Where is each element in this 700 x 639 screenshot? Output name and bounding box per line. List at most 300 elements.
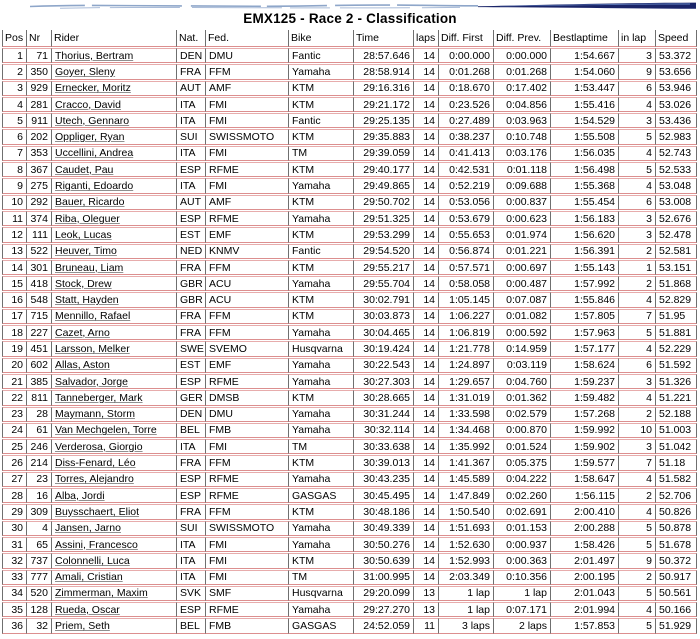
- cell-fed: FFM: [206, 455, 289, 470]
- cell-laps: 14: [414, 407, 439, 422]
- cell-speed: 51.18: [656, 455, 697, 470]
- cell-in_lap: 3: [619, 374, 656, 389]
- cell-pos: 2: [2, 64, 27, 79]
- cell-fed: FFM: [206, 260, 289, 275]
- rider-link[interactable]: Zimmerman, Maxim: [55, 587, 148, 600]
- cell-laps: 14: [414, 48, 439, 63]
- cell-time: 30:22.543: [354, 358, 414, 373]
- cell-laps: 14: [414, 423, 439, 438]
- rider-link[interactable]: Oppliger, Ryan: [55, 131, 125, 144]
- cell-in_lap: 4: [619, 472, 656, 487]
- cell-pos: 31: [2, 537, 27, 552]
- cell-diff_first: 1:47.849: [439, 488, 494, 503]
- rider-link[interactable]: Alba, Jordi: [55, 489, 105, 502]
- cell-bestlaptime: 1:55.143: [551, 260, 619, 275]
- cell-nr: 214: [27, 455, 52, 470]
- cell-in_lap: 2: [619, 244, 656, 259]
- rider-link[interactable]: Heuver, Timo: [55, 245, 117, 258]
- cell-diff_first: 1:51.693: [439, 521, 494, 536]
- cell-speed: 50.878: [656, 521, 697, 536]
- table-row: [2, 81, 697, 96]
- table-row: [2, 276, 697, 291]
- cell-time: 29:55.704: [354, 276, 414, 291]
- cell-diff_prev: 0:00.487: [494, 276, 551, 291]
- rider-link[interactable]: Priem, Seth: [55, 620, 110, 633]
- rider-link[interactable]: Riba, Oleguer: [55, 212, 120, 225]
- cell-laps: 14: [414, 553, 439, 568]
- cell-speed: 51.221: [656, 390, 697, 405]
- cell-bestlaptime: 1:55.368: [551, 178, 619, 193]
- cell-diff_first: 1:24.897: [439, 358, 494, 373]
- cell-nat: ESP: [177, 374, 206, 389]
- table-row: [2, 570, 697, 585]
- cell-bestlaptime: 1:57.963: [551, 325, 619, 340]
- cell-time: 29:21.172: [354, 97, 414, 112]
- cell-nat: ITA: [177, 570, 206, 585]
- rider-link[interactable]: Larsson, Melker: [55, 342, 130, 355]
- cell-pos: 10: [2, 195, 27, 210]
- column-header-bestlaptime: Bestlaptime: [551, 30, 619, 47]
- cell-time: 30:50.276: [354, 537, 414, 552]
- cell-speed: 50.917: [656, 570, 697, 585]
- cell-in_lap: 5: [619, 129, 656, 144]
- cell-bestlaptime: 1:57.992: [551, 276, 619, 291]
- rider-link[interactable]: Buysschaert, Eliot: [55, 505, 140, 518]
- cell-bike: Husqvarna: [289, 586, 354, 601]
- table-row: [2, 439, 697, 454]
- cell-rider: [52, 178, 177, 193]
- cell-nat: FRA: [177, 64, 206, 79]
- cell-diff_first: 1:45.589: [439, 472, 494, 487]
- cell-fed: RFME: [206, 162, 289, 177]
- cell-in_lap: 3: [619, 113, 656, 128]
- cell-in_lap: 3: [619, 211, 656, 226]
- cell-bike: Yamaha: [289, 374, 354, 389]
- rider-link[interactable]: Rueda, Oscar: [55, 603, 120, 616]
- cell-rider: [52, 423, 177, 438]
- cell-bike: Yamaha: [289, 602, 354, 617]
- cell-time: 30:48.186: [354, 504, 414, 519]
- cell-diff_prev: 0:09.688: [494, 178, 551, 193]
- cell-speed: 50.561: [656, 586, 697, 601]
- cell-rider: [52, 146, 177, 161]
- cell-bike: GASGAS: [289, 488, 354, 503]
- table-row: [2, 472, 697, 487]
- cell-laps: 14: [414, 162, 439, 177]
- cell-pos: 13: [2, 244, 27, 259]
- cell-laps: 14: [414, 472, 439, 487]
- cell-diff_prev: 0:00.937: [494, 537, 551, 552]
- cell-fed: FFM: [206, 325, 289, 340]
- cell-bike: KTM: [289, 292, 354, 307]
- cell-diff_first: 1:52.630: [439, 537, 494, 552]
- cell-nat: EST: [177, 227, 206, 242]
- cell-in_lap: 6: [619, 81, 656, 96]
- table-row: [2, 602, 697, 617]
- cell-speed: 52.229: [656, 341, 697, 356]
- cell-bestlaptime: 1:58.624: [551, 358, 619, 373]
- cell-nr: 350: [27, 64, 52, 79]
- cell-in_lap: 4: [619, 292, 656, 307]
- cell-bike: KTM: [289, 129, 354, 144]
- cell-diff_prev: 0:00.870: [494, 423, 551, 438]
- cell-speed: 51.881: [656, 325, 697, 340]
- column-header-speed: Speed: [656, 30, 697, 47]
- cell-bestlaptime: 1:59.482: [551, 390, 619, 405]
- table-row: [2, 146, 697, 161]
- rider-link[interactable]: Riganti, Edoardo: [55, 180, 134, 193]
- cell-laps: 14: [414, 358, 439, 373]
- classification-table: [2, 29, 697, 635]
- rider-link[interactable]: Amali, Cristian: [55, 571, 123, 584]
- cell-laps: 14: [414, 64, 439, 79]
- table-row: [2, 309, 697, 324]
- cell-bestlaptime: 2:00.288: [551, 521, 619, 536]
- column-header-fed: Fed.: [206, 30, 289, 47]
- cell-nr: 374: [27, 211, 52, 226]
- cell-time: 29:55.217: [354, 260, 414, 275]
- cell-rider: [52, 64, 177, 79]
- cell-diff_prev: 1 lap: [494, 586, 551, 601]
- cell-fed: SVEMO: [206, 341, 289, 356]
- cell-time: 29:20.099: [354, 586, 414, 601]
- cell-in_lap: 2: [619, 276, 656, 291]
- cell-nat: DEN: [177, 48, 206, 63]
- cell-laps: 14: [414, 325, 439, 340]
- cell-in_lap: 9: [619, 553, 656, 568]
- cell-bestlaptime: 1:55.846: [551, 292, 619, 307]
- cell-laps: 14: [414, 146, 439, 161]
- cell-nr: 929: [27, 81, 52, 96]
- cell-time: 29:16.316: [354, 81, 414, 96]
- cell-bestlaptime: 1:59.237: [551, 374, 619, 389]
- cell-diff_first: 1:06.227: [439, 309, 494, 324]
- cell-bike: Yamaha: [289, 178, 354, 193]
- cell-fed: FMI: [206, 97, 289, 112]
- cell-speed: 53.026: [656, 97, 697, 112]
- cell-nr: 548: [27, 292, 52, 307]
- cell-speed: 51.678: [656, 537, 697, 552]
- cell-bike: Yamaha: [289, 423, 354, 438]
- column-header-time: Time: [354, 30, 414, 47]
- cell-fed: EMF: [206, 227, 289, 242]
- rider-link[interactable]: Jansen, Jarno: [55, 522, 121, 535]
- cell-rider: [52, 48, 177, 63]
- cell-in_lap: 2: [619, 488, 656, 503]
- cell-bestlaptime: 1:56.035: [551, 146, 619, 161]
- cell-nr: 32: [27, 618, 52, 633]
- cell-time: 30:27.303: [354, 374, 414, 389]
- cell-bike: Yamaha: [289, 521, 354, 536]
- cell-diff_prev: 0:00.837: [494, 195, 551, 210]
- column-header-in_lap: in lap: [619, 30, 656, 47]
- cell-pos: 33: [2, 570, 27, 585]
- cell-pos: 12: [2, 227, 27, 242]
- rider-link[interactable]: Bruneau, Liam: [55, 261, 124, 274]
- cell-nr: 911: [27, 113, 52, 128]
- cell-nr: 4: [27, 521, 52, 536]
- cell-pos: 27: [2, 472, 27, 487]
- cell-nat: GER: [177, 390, 206, 405]
- cell-pos: 5: [2, 113, 27, 128]
- cell-bestlaptime: 2:00.195: [551, 570, 619, 585]
- cell-rider: [52, 553, 177, 568]
- cell-nr: 385: [27, 374, 52, 389]
- table-body: [2, 48, 697, 634]
- table-row: [2, 195, 697, 210]
- cell-in_lap: 3: [619, 439, 656, 454]
- cell-nr: 777: [27, 570, 52, 585]
- rider-link[interactable]: Goyer, Sleny: [55, 65, 116, 78]
- cell-laps: 14: [414, 570, 439, 585]
- cell-pos: 29: [2, 504, 27, 519]
- table-row: [2, 423, 697, 438]
- cell-laps: 14: [414, 129, 439, 144]
- cell-speed: 52.188: [656, 407, 697, 422]
- cell-bike: KTM: [289, 227, 354, 242]
- cell-bike: Yamaha: [289, 276, 354, 291]
- cell-laps: 14: [414, 537, 439, 552]
- table-row: [2, 211, 697, 226]
- cell-rider: [52, 81, 177, 96]
- cell-pos: 35: [2, 602, 27, 617]
- cell-time: 28:58.914: [354, 64, 414, 79]
- cell-pos: 26: [2, 455, 27, 470]
- cell-pos: 21: [2, 374, 27, 389]
- cell-speed: 52.676: [656, 211, 697, 226]
- cell-laps: 14: [414, 374, 439, 389]
- cell-nat: ITA: [177, 553, 206, 568]
- cell-rider: [52, 455, 177, 470]
- cell-diff_prev: 0:01.974: [494, 227, 551, 242]
- cell-laps: 14: [414, 488, 439, 503]
- table-row: [2, 162, 697, 177]
- cell-pos: 32: [2, 553, 27, 568]
- cell-nat: SUI: [177, 129, 206, 144]
- cell-pos: 16: [2, 292, 27, 307]
- cell-diff_first: 0:53.679: [439, 211, 494, 226]
- cell-pos: 3: [2, 81, 27, 96]
- cell-laps: 14: [414, 195, 439, 210]
- cell-time: 29:53.299: [354, 227, 414, 242]
- cell-bike: Yamaha: [289, 325, 354, 340]
- rider-link[interactable]: Utech, Gennaro: [55, 114, 130, 127]
- cell-rider: [52, 211, 177, 226]
- cell-speed: 51.042: [656, 439, 697, 454]
- column-header-nat: Nat.: [177, 30, 206, 47]
- rider-link[interactable]: Leok, Lucas: [55, 228, 112, 241]
- cell-nat: FRA: [177, 504, 206, 519]
- cell-time: 31:00.995: [354, 570, 414, 585]
- cell-bestlaptime: 1:57.268: [551, 407, 619, 422]
- cell-time: 28:57.646: [354, 48, 414, 63]
- cell-bestlaptime: 2:01.043: [551, 586, 619, 601]
- table-row: [2, 260, 697, 275]
- rider-link[interactable]: Colonnelli, Luca: [55, 554, 130, 567]
- rider-link[interactable]: Maymann, Storm: [55, 408, 135, 421]
- rider-link[interactable]: Allas, Aston: [55, 359, 110, 372]
- cell-speed: 50.826: [656, 504, 697, 519]
- cell-nat: FRA: [177, 309, 206, 324]
- cell-speed: 51.95: [656, 309, 697, 324]
- table-row: [2, 618, 697, 633]
- cell-bike: KTM: [289, 260, 354, 275]
- rider-link[interactable]: Stock, Drew: [55, 277, 112, 290]
- cell-time: 30:04.465: [354, 325, 414, 340]
- cell-nat: ITA: [177, 97, 206, 112]
- cell-nr: 367: [27, 162, 52, 177]
- cell-in_lap: 7: [619, 455, 656, 470]
- cell-nr: 292: [27, 195, 52, 210]
- rider-link[interactable]: Cracco, David: [55, 98, 121, 111]
- rider-link[interactable]: Bauer, Ricardo: [55, 196, 125, 209]
- cell-laps: 14: [414, 81, 439, 96]
- cell-rider: [52, 113, 177, 128]
- rider-link[interactable]: Uccellini, Andrea: [55, 147, 134, 160]
- cell-fed: RFME: [206, 472, 289, 487]
- cell-rider: [52, 276, 177, 291]
- cell-bike: TM: [289, 570, 354, 585]
- cell-diff_first: 0:42.531: [439, 162, 494, 177]
- cell-diff_first: 0:56.874: [439, 244, 494, 259]
- cell-diff_prev: 0:00.363: [494, 553, 551, 568]
- table-row: [2, 292, 697, 307]
- cell-nr: 227: [27, 325, 52, 340]
- cell-time: 30:39.013: [354, 455, 414, 470]
- cell-nat: ESP: [177, 211, 206, 226]
- cell-bestlaptime: 1:55.508: [551, 129, 619, 144]
- cell-speed: 53.372: [656, 48, 697, 63]
- cell-bike: Fantic: [289, 48, 354, 63]
- cell-nat: DEN: [177, 407, 206, 422]
- cell-laps: 14: [414, 439, 439, 454]
- cell-rider: [52, 195, 177, 210]
- cell-fed: FMI: [206, 439, 289, 454]
- cell-bestlaptime: 1:56.620: [551, 227, 619, 242]
- cell-bestlaptime: 1:56.115: [551, 488, 619, 503]
- rider-link[interactable]: Diss-Fenard, Léo: [55, 457, 136, 470]
- cell-fed: KNMV: [206, 244, 289, 259]
- cell-bike: KTM: [289, 390, 354, 405]
- cell-bestlaptime: 1:59.992: [551, 423, 619, 438]
- cell-in_lap: 2: [619, 407, 656, 422]
- cell-pos: 30: [2, 521, 27, 536]
- cell-time: 29:54.520: [354, 244, 414, 259]
- cell-nr: 602: [27, 358, 52, 373]
- cell-pos: 36: [2, 618, 27, 633]
- cell-nat: BEL: [177, 423, 206, 438]
- rider-link[interactable]: Torres, Alejandro: [55, 473, 134, 486]
- cell-pos: 24: [2, 423, 27, 438]
- rider-link[interactable]: Tanneberger, Mark: [55, 391, 143, 404]
- rider-link[interactable]: Verderosa, Giorgio: [55, 440, 143, 453]
- rider-link[interactable]: Cazet, Arno: [55, 326, 110, 339]
- cell-rider: [52, 162, 177, 177]
- column-header-diff_prev: Diff. Prev.: [494, 30, 551, 47]
- cell-nr: 522: [27, 244, 52, 259]
- rider-link[interactable]: Assini, Francesco: [55, 538, 138, 551]
- cell-in_lap: 5: [619, 325, 656, 340]
- table-row: [2, 586, 697, 601]
- cell-nr: 71: [27, 48, 52, 63]
- cell-diff_first: 1:21.778: [439, 341, 494, 356]
- cell-rider: [52, 618, 177, 633]
- cell-speed: 50.372: [656, 553, 697, 568]
- cell-nr: 275: [27, 178, 52, 193]
- cell-diff_prev: 0:04.760: [494, 374, 551, 389]
- cell-diff_prev: 0:00.592: [494, 325, 551, 340]
- cell-laps: 13: [414, 586, 439, 601]
- cell-in_lap: 6: [619, 358, 656, 373]
- cell-bike: KTM: [289, 455, 354, 470]
- cell-bestlaptime: 1:54.529: [551, 113, 619, 128]
- cell-rider: [52, 390, 177, 405]
- cell-nr: 16: [27, 488, 52, 503]
- cell-bestlaptime: 2:01.994: [551, 602, 619, 617]
- cell-rider: [52, 358, 177, 373]
- rider-link[interactable]: Caudet, Pau: [55, 163, 114, 176]
- rider-link[interactable]: Van Mechgelen, Torre: [55, 424, 157, 437]
- table-row: [2, 341, 697, 356]
- cell-bike: Yamaha: [289, 472, 354, 487]
- cell-diff_first: 1:31.019: [439, 390, 494, 405]
- cell-nat: ESP: [177, 162, 206, 177]
- cell-nat: FRA: [177, 455, 206, 470]
- cell-speed: 51.003: [656, 423, 697, 438]
- cell-nr: 202: [27, 129, 52, 144]
- cell-speed: 51.582: [656, 472, 697, 487]
- cell-fed: RFME: [206, 488, 289, 503]
- cell-bestlaptime: 1:56.183: [551, 211, 619, 226]
- cell-fed: AMF: [206, 81, 289, 96]
- cell-diff_prev: 0:02.691: [494, 504, 551, 519]
- cell-pos: 8: [2, 162, 27, 177]
- cell-diff_first: 0:57.571: [439, 260, 494, 275]
- cell-diff_prev: 0:03.119: [494, 358, 551, 373]
- cell-diff_prev: 0:02.260: [494, 488, 551, 503]
- cell-nat: FRA: [177, 260, 206, 275]
- cell-speed: 51.326: [656, 374, 697, 389]
- cell-rider: [52, 504, 177, 519]
- cell-diff_prev: 0:17.402: [494, 81, 551, 96]
- cell-speed: 51.592: [656, 358, 697, 373]
- cell-nat: ESP: [177, 602, 206, 617]
- cell-diff_prev: 0:07.087: [494, 292, 551, 307]
- cell-diff_first: 0:52.219: [439, 178, 494, 193]
- cell-rider: [52, 439, 177, 454]
- cell-rider: [52, 407, 177, 422]
- cell-bestlaptime: 1:56.498: [551, 162, 619, 177]
- cell-bestlaptime: 1:57.853: [551, 618, 619, 633]
- cell-bestlaptime: 1:58.647: [551, 472, 619, 487]
- cell-speed: 53.656: [656, 64, 697, 79]
- cell-bike: Husqvarna: [289, 341, 354, 356]
- rider-link[interactable]: Ernecker, Moritz: [55, 82, 131, 95]
- cell-fed: FMB: [206, 618, 289, 633]
- cell-speed: 52.983: [656, 129, 697, 144]
- cell-fed: FMI: [206, 178, 289, 193]
- cell-laps: 14: [414, 292, 439, 307]
- rider-link[interactable]: Statt, Hayden: [55, 294, 119, 307]
- rider-link[interactable]: Salvador, Jorge: [55, 375, 128, 388]
- cell-laps: 14: [414, 390, 439, 405]
- rider-link[interactable]: Mennillo, Rafael: [55, 310, 131, 323]
- cell-bestlaptime: 1:55.454: [551, 195, 619, 210]
- cell-diff_first: 1:29.657: [439, 374, 494, 389]
- cell-time: 29:35.883: [354, 129, 414, 144]
- cell-time: 29:25.135: [354, 113, 414, 128]
- rider-link[interactable]: Thorius, Bertram: [55, 49, 134, 62]
